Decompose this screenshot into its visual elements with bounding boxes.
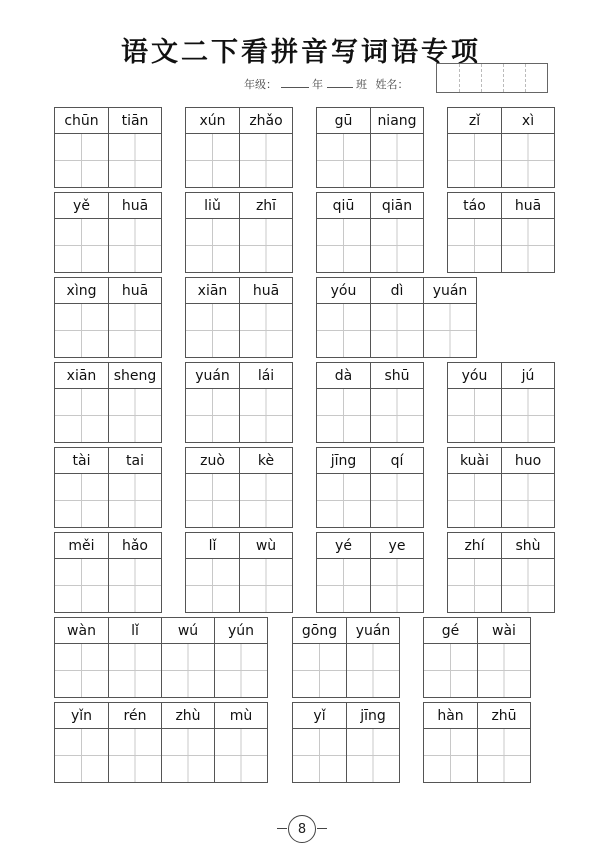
- character-cell: [55, 618, 108, 697]
- character-cell: [161, 618, 214, 697]
- pinyin-label: tài: [55, 448, 108, 474]
- tianzige-writing-box[interactable]: [317, 134, 370, 187]
- pinyin-label: liǔ: [186, 193, 239, 219]
- tianzige-writing-box[interactable]: [240, 219, 292, 272]
- pinyin-label: zhī: [240, 193, 292, 219]
- year-suffix: 年: [312, 78, 323, 91]
- word-group: [185, 192, 293, 273]
- word-group: [54, 107, 162, 188]
- character-cell: [370, 108, 423, 187]
- tianzige-writing-box[interactable]: [347, 644, 399, 697]
- tianzige-writing-box[interactable]: [109, 219, 161, 272]
- word-group: [54, 702, 268, 783]
- pinyin-label: huo: [502, 448, 554, 474]
- pinyin-label: chūn: [55, 108, 108, 134]
- pinyin-label: táo: [448, 193, 501, 219]
- year-blank[interactable]: [281, 77, 309, 88]
- pinyin-label: dà: [317, 363, 370, 389]
- character-cell: [317, 193, 370, 272]
- tianzige-writing-box[interactable]: [186, 559, 239, 612]
- word-group: [316, 362, 424, 443]
- pinyin-label: ye: [371, 533, 423, 559]
- tianzige-writing-box[interactable]: [448, 389, 501, 442]
- word-group: [292, 617, 400, 698]
- word-group: [185, 107, 293, 188]
- character-cell: [239, 363, 292, 442]
- pinyin-label: yuán: [186, 363, 239, 389]
- word-group: [185, 362, 293, 443]
- character-cell: [317, 533, 370, 612]
- tianzige-writing-box[interactable]: [502, 474, 554, 527]
- pinyin-label: kuài: [448, 448, 501, 474]
- pinyin-label: yuán: [424, 278, 476, 304]
- pinyin-label: xìng: [55, 278, 108, 304]
- class-blank[interactable]: [327, 77, 353, 88]
- pinyin-label: dì: [371, 278, 423, 304]
- pinyin-label: hàn: [424, 703, 477, 729]
- pinyin-label: yún: [215, 618, 267, 644]
- word-group: [447, 447, 555, 528]
- character-cell: [108, 533, 161, 612]
- class-suffix: 班: [356, 78, 367, 91]
- pinyin-label: jīng: [347, 703, 399, 729]
- word-group: [54, 192, 162, 273]
- character-cell: [108, 363, 161, 442]
- tianzige-writing-box[interactable]: [55, 729, 108, 782]
- pinyin-label: xì: [502, 108, 554, 134]
- character-cell: [239, 533, 292, 612]
- character-cell: [424, 703, 477, 782]
- pinyin-label: měi: [55, 533, 108, 559]
- tianzige-writing-box[interactable]: [448, 474, 501, 527]
- student-info-line: [244, 76, 409, 92]
- pinyin-label: wài: [478, 618, 530, 644]
- tianzige-writing-box[interactable]: [448, 219, 501, 272]
- pinyin-label: kè: [240, 448, 292, 474]
- tianzige-writing-box[interactable]: [109, 304, 161, 357]
- character-cell: [448, 363, 501, 442]
- tianzige-writing-box[interactable]: [293, 644, 346, 697]
- page-number: 8: [288, 815, 316, 843]
- word-group: [447, 107, 555, 188]
- tianzige-writing-box[interactable]: [317, 389, 370, 442]
- tianzige-writing-box[interactable]: [55, 559, 108, 612]
- tianzige-writing-box[interactable]: [424, 304, 476, 357]
- tianzige-writing-box[interactable]: [240, 304, 292, 357]
- word-group: [423, 617, 531, 698]
- tianzige-writing-box[interactable]: [371, 474, 423, 527]
- tianzige-writing-box[interactable]: [162, 644, 214, 697]
- character-cell: [448, 533, 501, 612]
- pinyin-label: gōng: [293, 618, 346, 644]
- tianzige-writing-box[interactable]: [502, 219, 554, 272]
- character-cell: [293, 618, 346, 697]
- character-cell: [108, 618, 161, 697]
- character-cell: [186, 533, 239, 612]
- pinyin-label: gū: [317, 108, 370, 134]
- character-cell: [108, 703, 161, 782]
- pinyin-label: jīng: [317, 448, 370, 474]
- word-group: [316, 107, 424, 188]
- pinyin-label: shū: [371, 363, 423, 389]
- character-cell: [55, 108, 108, 187]
- character-cell: [108, 278, 161, 357]
- tianzige-writing-box[interactable]: [478, 729, 530, 782]
- pinyin-label: zhǎo: [240, 108, 292, 134]
- pinyin-label: lǐ: [186, 533, 239, 559]
- word-group: [54, 617, 268, 698]
- character-cell: [55, 363, 108, 442]
- character-cell: [108, 108, 161, 187]
- tianzige-writing-box[interactable]: [55, 304, 108, 357]
- word-group: [316, 447, 424, 528]
- tianzige-writing-box[interactable]: [424, 644, 477, 697]
- word-group: [54, 532, 162, 613]
- pinyin-label: xún: [186, 108, 239, 134]
- tianzige-writing-box[interactable]: [109, 389, 161, 442]
- pinyin-label: shù: [502, 533, 554, 559]
- character-cell: [501, 533, 554, 612]
- pinyin-label: huā: [240, 278, 292, 304]
- pinyin-label: huā: [502, 193, 554, 219]
- tianzige-writing-box[interactable]: [55, 389, 108, 442]
- character-cell: [293, 703, 346, 782]
- tianzige-writing-box[interactable]: [55, 134, 108, 187]
- character-cell: [55, 448, 108, 527]
- character-cell: [370, 278, 423, 357]
- character-cell: [477, 703, 530, 782]
- word-group: [54, 277, 162, 358]
- word-group: [447, 192, 555, 273]
- character-cell: [214, 703, 267, 782]
- tianzige-writing-box[interactable]: [55, 644, 108, 697]
- grade-label: 年级：: [244, 78, 277, 91]
- pinyin-label: qí: [371, 448, 423, 474]
- tianzige-writing-box[interactable]: [502, 559, 554, 612]
- pinyin-label: zuò: [186, 448, 239, 474]
- character-cell: [448, 108, 501, 187]
- tianzige-writing-box[interactable]: [293, 729, 346, 782]
- character-cell: [186, 363, 239, 442]
- pinyin-label: tai: [109, 448, 161, 474]
- word-group: [447, 532, 555, 613]
- character-cell: [186, 448, 239, 527]
- pinyin-label: lái: [240, 363, 292, 389]
- character-cell: [239, 278, 292, 357]
- character-cell: [55, 278, 108, 357]
- pinyin-label: zhù: [162, 703, 214, 729]
- pinyin-label: xiān: [55, 363, 108, 389]
- tianzige-writing-box[interactable]: [240, 474, 292, 527]
- tianzige-writing-box[interactable]: [186, 219, 239, 272]
- pinyin-label: wàn: [55, 618, 108, 644]
- character-cell: [55, 193, 108, 272]
- tianzige-writing-box[interactable]: [317, 559, 370, 612]
- character-cell: [370, 363, 423, 442]
- character-cell: [239, 448, 292, 527]
- tianzige-writing-box[interactable]: [240, 559, 292, 612]
- tianzige-writing-box[interactable]: [502, 389, 554, 442]
- pinyin-label: yóu: [448, 363, 501, 389]
- tianzige-writing-box[interactable]: [317, 219, 370, 272]
- pinyin-label: jú: [502, 363, 554, 389]
- character-cell: [108, 193, 161, 272]
- word-group: [447, 362, 555, 443]
- tianzige-writing-box[interactable]: [186, 389, 239, 442]
- character-cell: [501, 108, 554, 187]
- word-group: [54, 362, 162, 443]
- word-group: [185, 532, 293, 613]
- character-cell: [108, 448, 161, 527]
- tianzige-writing-box[interactable]: [448, 559, 501, 612]
- character-cell: [317, 108, 370, 187]
- tianzige-writing-box[interactable]: [215, 644, 267, 697]
- character-cell: [317, 278, 370, 357]
- tianzige-writing-box[interactable]: [424, 729, 477, 782]
- pinyin-label: niang: [371, 108, 423, 134]
- character-cell: [501, 363, 554, 442]
- word-group: [54, 447, 162, 528]
- pinyin-label: wù: [240, 533, 292, 559]
- pinyin-label: wú: [162, 618, 214, 644]
- character-cell: [239, 193, 292, 272]
- tianzige-writing-box[interactable]: [478, 644, 530, 697]
- character-cell: [370, 448, 423, 527]
- character-cell: [317, 448, 370, 527]
- tianzige-writing-box[interactable]: [371, 219, 423, 272]
- character-cell: [239, 108, 292, 187]
- tianzige-writing-box[interactable]: [186, 474, 239, 527]
- word-group: [185, 277, 293, 358]
- word-group: [185, 447, 293, 528]
- pinyin-label: yǐ: [293, 703, 346, 729]
- pinyin-label: xiān: [186, 278, 239, 304]
- pinyin-label: qiū: [317, 193, 370, 219]
- tianzige-writing-box[interactable]: [186, 134, 239, 187]
- pinyin-label: zǐ: [448, 108, 501, 134]
- tianzige-writing-box[interactable]: [371, 304, 423, 357]
- pinyin-label: rén: [109, 703, 161, 729]
- tianzige-writing-box[interactable]: [240, 134, 292, 187]
- tianzige-writing-box[interactable]: [371, 389, 423, 442]
- character-cell: [55, 703, 108, 782]
- pinyin-label: qiān: [371, 193, 423, 219]
- tianzige-writing-box[interactable]: [109, 559, 161, 612]
- tianzige-writing-box[interactable]: [109, 474, 161, 527]
- tianzige-writing-box[interactable]: [215, 729, 267, 782]
- tianzige-writing-box[interactable]: [448, 134, 501, 187]
- character-cell: [501, 193, 554, 272]
- character-cell: [501, 448, 554, 527]
- character-cell: [186, 193, 239, 272]
- word-group: [292, 702, 400, 783]
- tianzige-writing-box[interactable]: [162, 729, 214, 782]
- pinyin-label: hǎo: [109, 533, 161, 559]
- character-cell: [370, 193, 423, 272]
- pinyin-label: zhū: [478, 703, 530, 729]
- tianzige-writing-box[interactable]: [317, 304, 370, 357]
- word-group: [316, 277, 477, 358]
- tianzige-writing-box[interactable]: [502, 134, 554, 187]
- tianzige-writing-box[interactable]: [317, 474, 370, 527]
- character-cell: [214, 618, 267, 697]
- character-cell: [448, 448, 501, 527]
- character-cell: [448, 193, 501, 272]
- pinyin-label: yuán: [347, 618, 399, 644]
- word-group: [316, 192, 424, 273]
- tianzige-writing-box[interactable]: [55, 474, 108, 527]
- pinyin-label: yě: [55, 193, 108, 219]
- pinyin-label: sheng: [109, 363, 161, 389]
- tianzige-writing-box[interactable]: [240, 389, 292, 442]
- character-cell: [186, 108, 239, 187]
- tianzige-writing-box[interactable]: [371, 559, 423, 612]
- tianzige-writing-box[interactable]: [186, 304, 239, 357]
- tianzige-writing-box[interactable]: [109, 134, 161, 187]
- pinyin-label: tiān: [109, 108, 161, 134]
- tianzige-writing-box[interactable]: [109, 644, 161, 697]
- worksheet-title: 语文二下看拼音写词语专项: [121, 37, 481, 68]
- pinyin-label: huā: [109, 278, 161, 304]
- word-group: [316, 532, 424, 613]
- pinyin-label: zhí: [448, 533, 501, 559]
- pinyin-label: lǐ: [109, 618, 161, 644]
- tianzige-writing-box[interactable]: [55, 219, 108, 272]
- pinyin-label: gé: [424, 618, 477, 644]
- character-cell: [186, 278, 239, 357]
- character-cell: [55, 533, 108, 612]
- name-label: 姓名：: [375, 78, 409, 91]
- pinyin-label: yóu: [317, 278, 370, 304]
- name-writing-box[interactable]: [436, 63, 548, 93]
- tianzige-writing-box[interactable]: [347, 729, 399, 782]
- tianzige-writing-box[interactable]: [371, 134, 423, 187]
- character-cell: [477, 618, 530, 697]
- character-cell: [346, 703, 399, 782]
- word-group: [423, 702, 531, 783]
- pinyin-label: huā: [109, 193, 161, 219]
- tianzige-writing-box[interactable]: [109, 729, 161, 782]
- character-cell: [424, 618, 477, 697]
- character-cell: [317, 363, 370, 442]
- character-cell: [161, 703, 214, 782]
- pinyin-label: mù: [215, 703, 267, 729]
- pinyin-label: yé: [317, 533, 370, 559]
- character-cell: [370, 533, 423, 612]
- pinyin-label: yǐn: [55, 703, 108, 729]
- character-cell: [423, 278, 476, 357]
- character-cell: [346, 618, 399, 697]
